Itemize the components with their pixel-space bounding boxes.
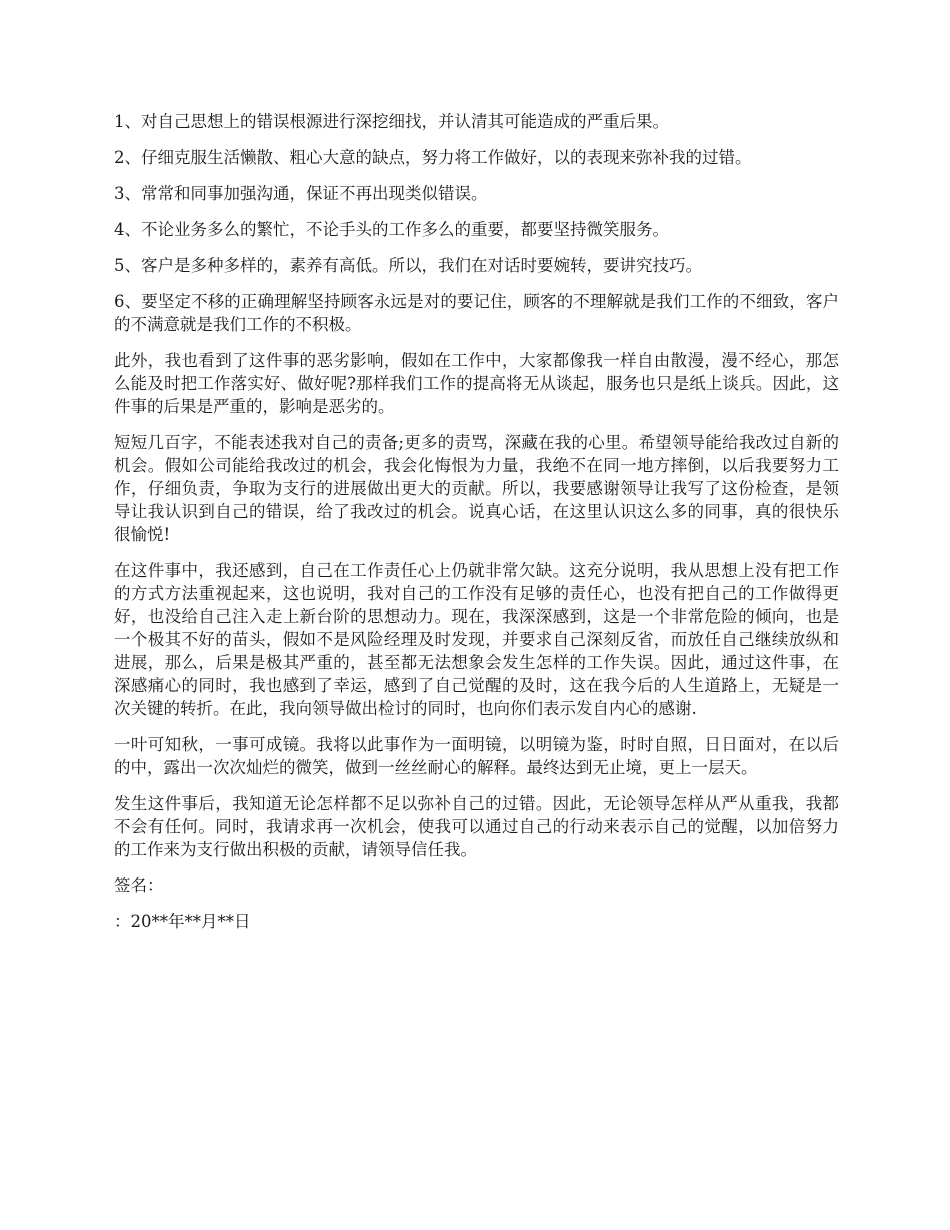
paragraph-mirror: 一叶可知秋，一事可成镜。我将以此事作为一面明镜，以明镜为鉴，时时自照，日日面对，在以后的中，露出一次次灿烂的微笑，做到一丝丝耐心的解释。最终达到无止境，更上一层天。 bbox=[114, 735, 839, 777]
paragraph-responsibility: 在这件事中，我还感到，自己在工作责任心上仍就非常欠缺。这充分说明，我从思想上没有把工作的方式方法重视起来，这也说明，我对自己的工作没有足够的责任心，也没有把自己的工作做得更好，也没给自己注入走上新台阶的思想动力。现在，我深深感到，这是一个非常危险的倾向，也是一个极其不好的苗头，假如不是风险经理及时发现，并要求自己深刻反省，而放任自己继续放纵和进展，那么，后果是极其严重的，甚至都无法想象会发生怎样的工作失误。因此，通过这件事，在深感痛心的同时，我也感到了幸运，感到了自己觉醒的及时，这在我今后的人生道路上，无疑是一次关键的转折。在此，我向领导做出检讨的同时，也向你们表示发自内心的感谢. bbox=[114, 561, 839, 718]
paragraph-request: 发生这件事后，我知道无论怎样都不足以弥补自己的过错。因此，无论领导怎样从严从重我，我都不会有任何。同时，我请求再一次机会，使我可以通过自己的行动来表示自己的觉醒，以加倍努力的工作来为支行做出积极的贡献，请领导信任我。 bbox=[114, 794, 839, 859]
date-line: ：20**年**月**日 bbox=[114, 912, 251, 931]
document-body bbox=[114, 110, 839, 946]
item-5: 5、客户是多种多样的，素养有高低。所以，我们在对话时要婉转，要讲究技巧。 bbox=[114, 256, 702, 275]
paragraph-impact: 此外，我也看到了这件事的恶劣影响，假如在工作中，大家都像我一样自由散漫，漫不经心，那怎么能及时把工作落实好、做好呢?那样我们工作的提高将无从谈起，服务也只是纸上谈兵。因此，这件事的后果是严重的，影响是恶劣的。 bbox=[114, 351, 839, 416]
item-6: 6、要坚定不移的正确理解坚持顾客永远是对的要记住，顾客的不理解就是我们工作的不细致，客户的不满意就是我们工作的不积极。 bbox=[114, 292, 839, 334]
signature-label: 签名： bbox=[114, 876, 164, 895]
item-1: 1、对自己思想上的错误根源进行深挖细找，并认清其可能造成的严重后果。 bbox=[114, 112, 669, 131]
item-3: 3、常常和同事加强沟通，保证不再出现类似错误。 bbox=[114, 184, 488, 203]
item-4: 4、不论业务多么的繁忙，不论手头的工作多么的重要，都要坚持微笑服务。 bbox=[114, 220, 669, 239]
item-2: 2、仔细克服生活懒散、粗心大意的缺点，努力将工作做好，以的表现来弥补我的过错。 bbox=[114, 148, 752, 167]
paragraph-self-reproach: 短短几百字，不能表述我对自己的责备;更多的责骂，深藏在我的心里。希望领导能给我改过自新的机会。假如公司能给我改过的机会，我会化悔恨为力量，我绝不在同一地方摔倒，以后我要努力工作，仔细负责，争取为支行的进展做出更大的贡献。所以，我要感谢领导让我写了这份检查，是领导让我认识到自己的错误，给了我改过的机会。说真心话，在这里认识这么多的同事，真的很快乐很愉悦! bbox=[114, 433, 839, 544]
